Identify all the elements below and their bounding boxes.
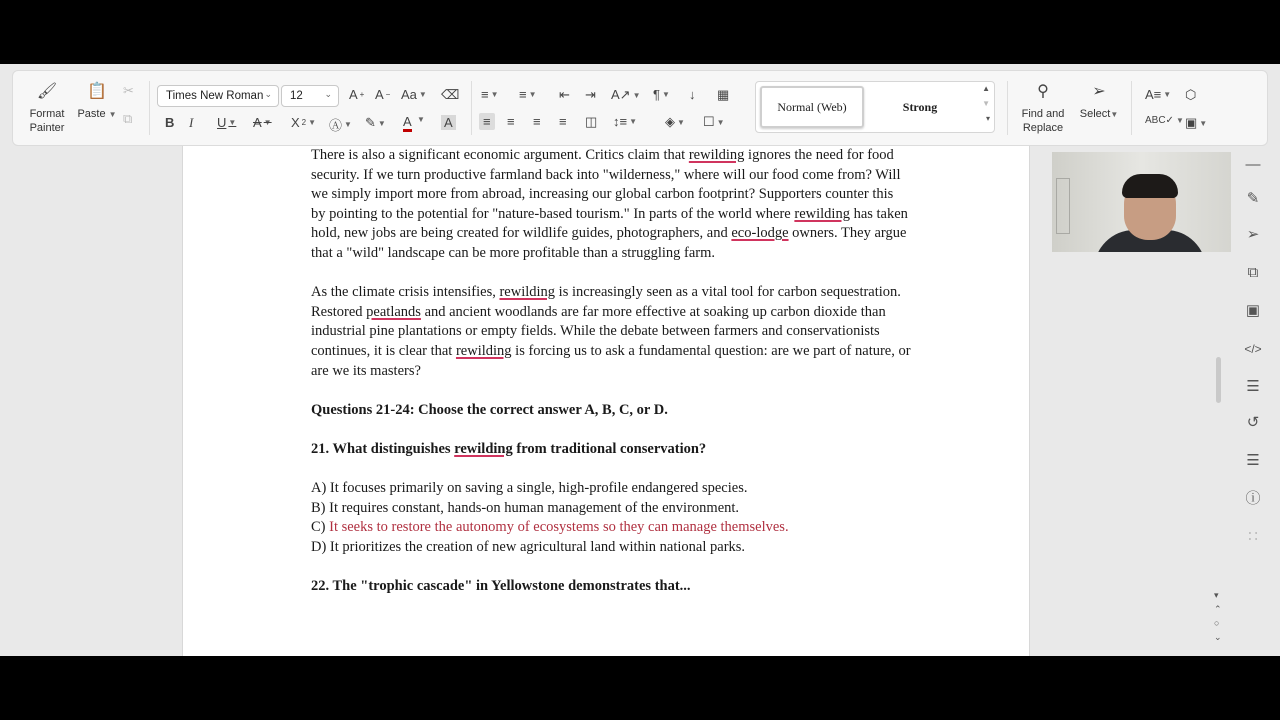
question-21	[311, 440, 911, 460]
help-icon[interactable]: ⓘ	[1245, 490, 1261, 507]
text-effect-icon[interactable]: Ⓐ ▼	[329, 118, 352, 133]
expand-icon[interactable]: ▾	[985, 114, 990, 123]
webcam-door	[1056, 178, 1070, 234]
lock-icon[interactable]: ▣	[1245, 302, 1261, 319]
font-size-value: 12	[290, 90, 303, 102]
scroll-down-icon[interactable]: ▾	[1214, 590, 1219, 600]
vertical-scrollbar[interactable]	[1216, 357, 1221, 403]
paste-label: Paste	[77, 108, 106, 120]
numbering-icon[interactable]: ≡ ▼	[519, 87, 537, 102]
shading-icon[interactable]: ◈ ▼	[665, 114, 685, 129]
option-d: D) It prioritizes the creation of new agricultural land within national parks.	[311, 538, 746, 555]
cube-icon[interactable]: ⬡	[1185, 87, 1197, 102]
style-normal-web[interactable]: Normal (Web)	[760, 86, 864, 128]
divider	[149, 81, 150, 135]
ribbon-toolbar	[12, 70, 1268, 146]
select-button[interactable]	[1077, 83, 1121, 122]
find-replace-button[interactable]	[1017, 83, 1069, 135]
table-icon[interactable]: ▦	[717, 87, 730, 102]
history-icon[interactable]: ↺	[1246, 414, 1260, 431]
underline-icon[interactable]: U ▼	[217, 115, 237, 130]
previous-page-icon[interactable]: ⌃	[1214, 604, 1222, 614]
change-case-icon[interactable]: Aa ▼	[401, 87, 427, 102]
webcam-person-hair	[1122, 174, 1178, 198]
right-sidebar	[1238, 152, 1268, 572]
question-22	[311, 577, 911, 597]
align-center-icon[interactable]: ≡	[507, 114, 515, 129]
text: The "trophic cascade" in Yellowstone demonstrates that...	[332, 578, 691, 595]
chevron-up-icon[interactable]: ▲	[982, 84, 990, 93]
document-body[interactable]	[311, 146, 911, 597]
justify-icon[interactable]: ≡	[559, 114, 567, 129]
spelling-flag[interactable]: peatlands	[366, 303, 421, 320]
option-c-answer: It seeks to restore the autonomy of ecosystems so they can manage themselves.	[329, 519, 789, 536]
select-label: Select	[1079, 108, 1111, 120]
pointer-icon[interactable]: ➢	[1246, 226, 1260, 243]
option-a: A) It focuses primarily on saving a single, high-profile endangered species.	[311, 480, 748, 497]
distributed-icon[interactable]: ◫	[585, 114, 598, 129]
text: owners. They argue that a "wild" landscape can be more profitable than a struggling farm.	[311, 225, 907, 261]
spelling-flag[interactable]: rewilding	[455, 342, 512, 359]
paragraph-climate	[311, 283, 911, 381]
borders-icon[interactable]: ☐ ▼	[703, 114, 725, 129]
format-painter-button[interactable]	[27, 83, 67, 135]
copy-icon[interactable]: ⧉	[123, 111, 133, 126]
sort-icon[interactable]: ↓	[689, 87, 696, 102]
bullets-icon[interactable]: ≡ ▼	[481, 87, 499, 102]
increase-indent-icon[interactable]: ⇥	[585, 87, 596, 102]
divider	[1131, 81, 1132, 135]
collapse-icon[interactable]: —	[1245, 156, 1261, 173]
list-icon[interactable]: ☰	[1246, 452, 1260, 469]
option-c-letter: C)	[311, 519, 330, 536]
paragraph-mark-icon[interactable]: ¶ ▼	[653, 87, 670, 102]
webcam-overlay	[1052, 152, 1231, 252]
text: As the climate crisis intensifies,	[311, 284, 500, 301]
code-icon[interactable]: </>	[1244, 342, 1262, 356]
option-c	[311, 518, 911, 538]
styles-gallery	[755, 81, 995, 133]
spelling-flag[interactable]: rewilding	[454, 440, 513, 457]
line-spacing-icon[interactable]: ↕≡ ▼	[613, 114, 638, 129]
text-tools-icon[interactable]: A≡ ▼	[1145, 87, 1172, 102]
align-right-icon[interactable]: ≡	[533, 114, 541, 129]
text: and ancient woodlands are far more effective at soaking up carbon dioxide than industrial pine plantations or empty fields. While the debate between farmers and conservationists continues, it is clear that	[311, 303, 886, 359]
search-icon: ⚲	[1037, 83, 1049, 100]
question-21-options	[311, 479, 911, 557]
paintbrush-icon: 🖌	[36, 83, 58, 100]
font-name-select[interactable]	[157, 85, 279, 107]
text: There is also a significant economic argument. Critics claim that	[311, 147, 689, 163]
chevron-down-icon: ⌄	[264, 89, 272, 99]
chevron-down-icon: ▼	[1110, 110, 1119, 119]
paste-label-row	[77, 107, 116, 122]
chevron-down-icon[interactable]: ▼	[982, 99, 990, 108]
paragraph-economic	[311, 146, 911, 264]
decrease-indent-icon[interactable]: ⇤	[559, 87, 570, 102]
divider	[471, 81, 472, 135]
character-shading-icon[interactable]: A	[441, 115, 456, 130]
italic-icon[interactable]: I	[189, 115, 194, 130]
text: from traditional conservation?	[512, 440, 707, 457]
cut-icon[interactable]: ✂	[123, 83, 134, 98]
text: ignores the need for food security. If we turn productive farmland back into "wilderness," where will our food come from? Will we simply import more from abroad, increasing our global carbon footprint? Supporters counter this by pointing to the potential for "nature-based tourism." In parts of the world where	[311, 147, 901, 222]
document-page[interactable]	[182, 146, 1030, 656]
select-label-row	[1080, 107, 1119, 122]
text: is increasingly seen as a vital tool for carbon sequestration. Restored	[311, 284, 901, 320]
align-left-icon[interactable]: ≡	[479, 113, 495, 130]
option-b: B) It requires constant, hands-on human management of the environment.	[311, 499, 740, 516]
font-name-value: Times New Roman	[166, 90, 264, 102]
text-direction-icon[interactable]: A↗ ▼	[611, 87, 641, 102]
text: has taken hold, new jobs are being created for wildlife guides, photographers, and	[311, 205, 908, 242]
spelling-flag[interactable]: rewilding	[688, 147, 745, 163]
format-painter-label: Format Painter	[29, 108, 65, 134]
apps-grid-icon[interactable]: ∷	[1248, 528, 1258, 545]
chevron-down-icon[interactable]: ▼	[417, 115, 425, 124]
chevron-down-icon: ⌄	[324, 89, 332, 99]
text: is forcing us to ask a fundamental question: are we part of nature, or are we its masters?	[311, 342, 911, 379]
find-replace-label: Find and Replace	[1021, 108, 1065, 134]
strikethrough-icon[interactable]: A ▼	[253, 115, 272, 130]
divider	[1007, 81, 1008, 135]
grow-font-icon[interactable]: A +	[349, 87, 365, 102]
sliders-icon[interactable]: ☰	[1246, 378, 1260, 395]
bold-icon[interactable]: B	[165, 115, 175, 130]
copy-pages-icon[interactable]: ⧉	[1247, 264, 1259, 281]
shrink-font-icon[interactable]: A −	[375, 87, 391, 102]
text: What distinguishes	[332, 440, 455, 457]
word-processor-window	[0, 64, 1280, 656]
question-number: 21.	[311, 440, 333, 457]
clipboard-icon: 📋	[87, 83, 107, 100]
questions-header: Questions 21-24: Choose the correct answer A, B, C, or D.	[311, 401, 668, 418]
cursor-icon: ➢	[1092, 83, 1106, 100]
spelling-flag[interactable]: eco-lodge	[731, 225, 789, 242]
spelling-flag[interactable]: rewilding	[794, 205, 850, 222]
chevron-down-icon: ▼	[108, 110, 117, 119]
font-color-icon[interactable]: A	[403, 115, 412, 132]
superscript-icon[interactable]: X 2 ▼	[291, 115, 317, 130]
next-page-icon[interactable]: ⌄	[1214, 632, 1222, 642]
highlight-icon[interactable]: ✎ ▼	[365, 115, 386, 130]
style-strong[interactable]: Strong	[902, 99, 938, 114]
spelling-flag[interactable]: rewilding	[499, 284, 556, 301]
question-number: 22.	[311, 578, 333, 595]
edit-pen-icon[interactable]: ✎	[1246, 190, 1260, 207]
spellcheck-icon[interactable]: ABC✓ ▼	[1145, 115, 1184, 126]
protect-icon[interactable]: ▣ ▼	[1185, 115, 1208, 130]
font-size-select[interactable]	[281, 85, 339, 107]
browse-object-icon[interactable]: ○	[1214, 618, 1220, 628]
paste-button[interactable]	[75, 83, 119, 122]
clear-format-icon[interactable]: ⌫	[441, 87, 460, 102]
